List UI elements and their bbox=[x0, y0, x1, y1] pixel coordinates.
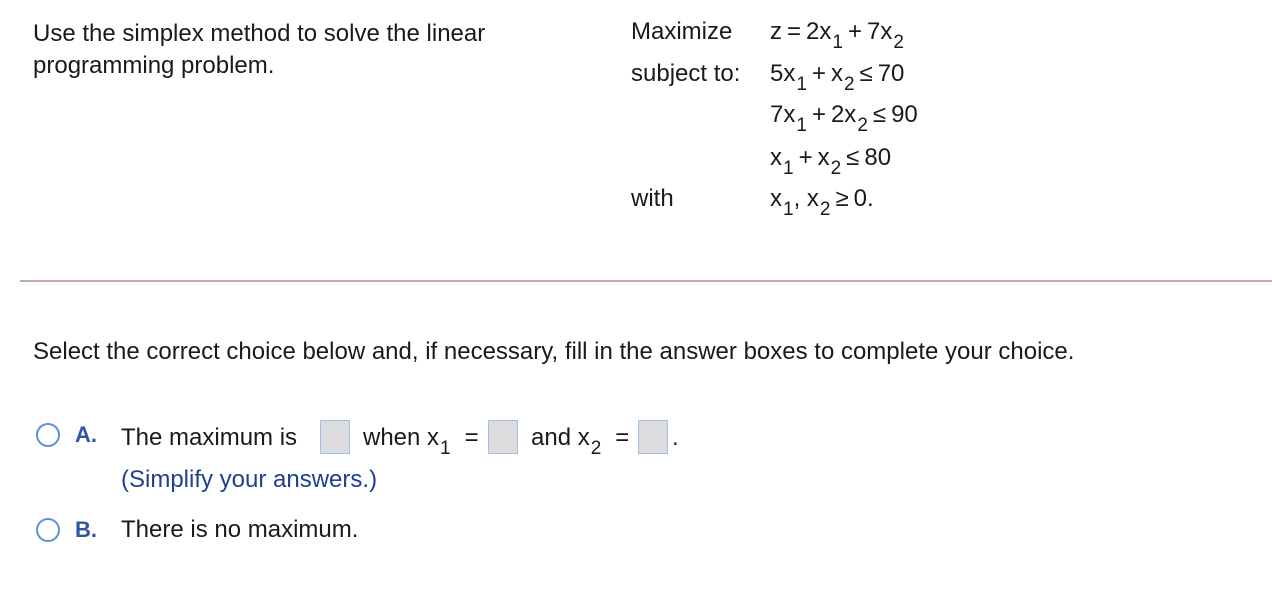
instruction-text: Select the correct choice below and, if necessary, fill in the answer boxes to complete your choice. bbox=[33, 338, 1075, 365]
constraint-1: $5x_1 + x_2 \le 70$ bbox=[770, 60, 905, 95]
nonnegativity-constraint: $x_1$, $x_2 \ge 0$. bbox=[770, 185, 874, 220]
maximum-answer-box[interactable] bbox=[320, 420, 350, 454]
x2-answer-box[interactable] bbox=[638, 420, 668, 454]
choice-b-letter[interactable]: B. bbox=[75, 517, 97, 542]
choice-b-text[interactable]: There is no maximum. bbox=[121, 516, 359, 543]
choice-a-radio[interactable] bbox=[36, 423, 60, 447]
choice-a-text-maximum: The maximum is bbox=[121, 424, 298, 451]
constraint-3: $x_1 + x_2 \le 80$ bbox=[770, 144, 892, 179]
x1-answer-box[interactable] bbox=[488, 420, 518, 454]
section-divider bbox=[20, 280, 1272, 282]
constraint-2: $7x_1 + 2x_2 \le 90$ bbox=[770, 101, 918, 136]
choice-b-radio[interactable] bbox=[36, 518, 60, 542]
subject-to-label: subject to: bbox=[631, 60, 741, 87]
choice-a-period: . bbox=[672, 424, 679, 451]
choice-a-letter[interactable]: A. bbox=[75, 422, 97, 447]
choice-a-text-and-x2: and $x_2$ = bbox=[531, 424, 630, 459]
maximize-label: Maximize bbox=[631, 18, 733, 45]
choice-a-text-when-x1: when $x_1$ = bbox=[363, 424, 479, 459]
with-label: with bbox=[631, 185, 674, 212]
objective-function: $z = 2x_1 + 7x_2$ bbox=[770, 18, 904, 53]
question-text: Use the simplex method to solve the linear programming problem. bbox=[33, 20, 486, 79]
simplify-hint: (Simplify your answers.) bbox=[121, 466, 378, 493]
